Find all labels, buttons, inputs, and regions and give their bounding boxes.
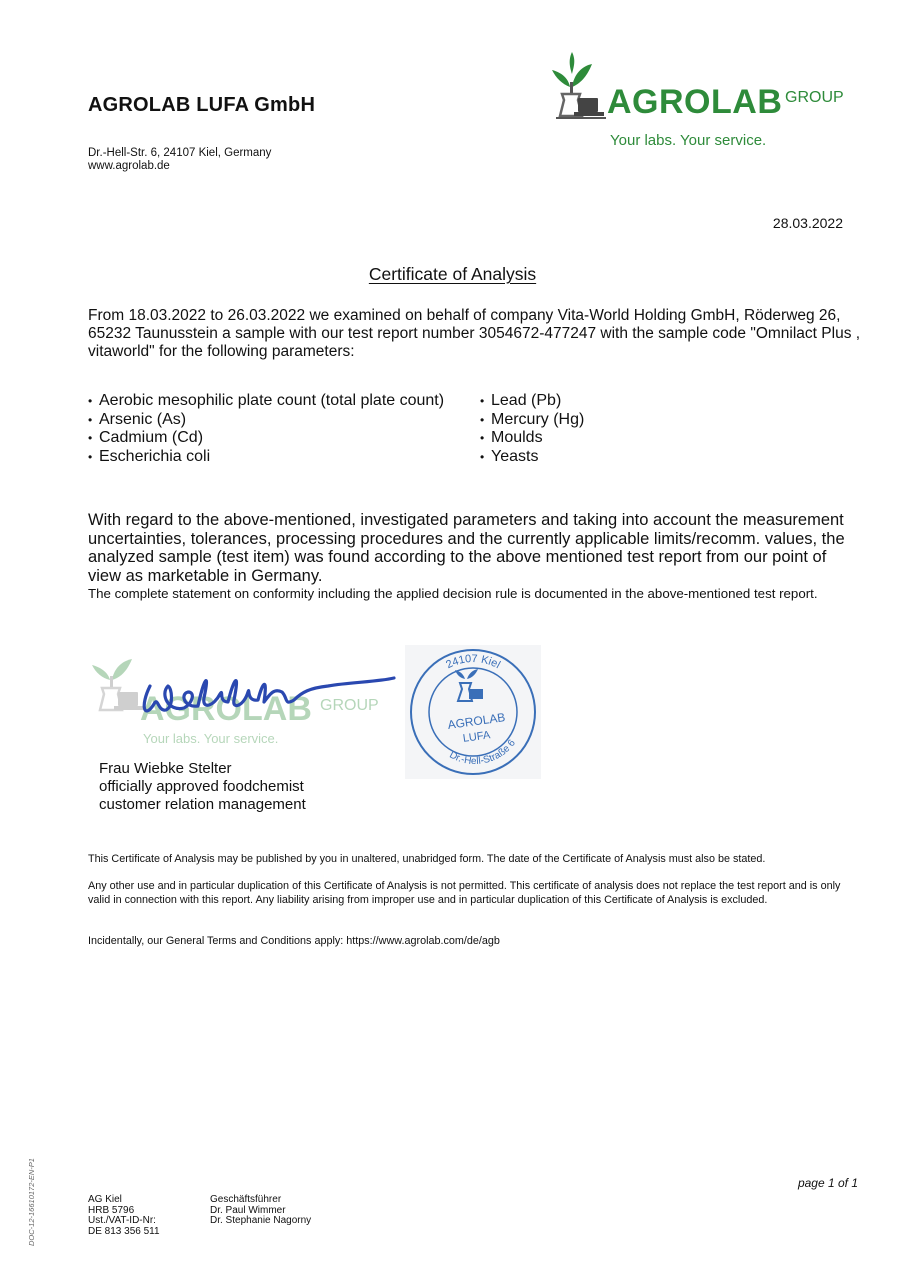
list-item: • Lead (Pb) bbox=[480, 392, 680, 411]
signature-logo-tagline: Your labs. Your service. bbox=[143, 731, 279, 746]
parameter-list-left bbox=[88, 392, 448, 466]
parameter-list-right bbox=[480, 392, 680, 466]
signature-logo-group: GROUP bbox=[320, 697, 379, 714]
list-item: • Cadmium (Cd) bbox=[88, 429, 448, 448]
list-item: • Aerobic mesophilic plate count (total plate count) bbox=[88, 392, 448, 411]
signature-image bbox=[88, 648, 398, 748]
document-code-text: DOC-12-16610172-EN-P1 bbox=[27, 1158, 36, 1246]
page-number: page 1 of 1 bbox=[797, 1176, 858, 1190]
publication-note: This Certificate of Analysis may be published by you in unaltered, unabridged form. The date of the Certificate of Analysis must also be stated. bbox=[88, 853, 766, 865]
usage-note: Any other use and in particular duplication of this Certificate of Analysis is not permitted. This certificate of analysis does not replace the test report and is only valid in connection with this report. Any liability arising from improper use and in particular duplication of this Certificate of Analysis is excluded. bbox=[88, 880, 841, 906]
footer-line: AG Kiel bbox=[88, 1194, 122, 1205]
list-item: • Arsenic (As) bbox=[88, 411, 448, 430]
document-code bbox=[22, 1150, 38, 1250]
footer-line: Ust./VAT-ID-Nr: bbox=[88, 1215, 156, 1226]
conformity-statement: With regard to the above-mentioned, investigated parameters and taking into account the measurement uncertainties, tolerances, processing procedures and the currently applicable limits/recomm. values, the analyzed sample (test item) was found according to the above mentioned test report from our point of view as marketable in Germany. bbox=[88, 511, 845, 585]
signer-department: customer relation management bbox=[99, 796, 306, 813]
company-website: www.agrolab.de bbox=[88, 160, 170, 172]
footer-registration bbox=[88, 1195, 160, 1237]
signature-logo-wordmark: AGROLAB bbox=[140, 690, 312, 728]
company-address: Dr.-Hell-Str. 6, 24107 Kiel, Germany bbox=[88, 147, 272, 159]
footer-line: DE 813 356 511 bbox=[88, 1225, 160, 1237]
footer-line: Dr. Paul Wimmer bbox=[210, 1204, 286, 1216]
footer-line: Geschäftsführer bbox=[210, 1194, 282, 1205]
footer-line: HRB 5796 bbox=[88, 1204, 135, 1216]
footer-management bbox=[210, 1195, 311, 1227]
logo-group: GROUP bbox=[785, 89, 844, 106]
signer-name: Frau Wiebke Stelter bbox=[99, 760, 232, 777]
conformity-note: The complete statement on conformity including the applied decision rule is documented in the above-mentioned test report. bbox=[88, 586, 818, 601]
list-item: • Mercury (Hg) bbox=[480, 411, 680, 430]
stamp-bottom-text: Dr.-Hell-Straße 6 bbox=[447, 737, 518, 768]
stamp-line2: LUFA bbox=[462, 729, 492, 745]
stamp-top-text: 24107 Kiel bbox=[444, 652, 503, 672]
footer-line: Dr. Stephanie Nagorny bbox=[210, 1215, 312, 1226]
certificate-date: 28.03.2022 bbox=[772, 215, 843, 231]
page-title bbox=[0, 264, 905, 285]
intro-paragraph: From 18.03.2022 to 26.03.2022 we examined on behalf of company Vita-World Holding GmbH, Röderweg 26, 65232 Taunusstein a sample with our test report number 3054672-477247 with the sample code "Omnilact Plus , vitaworld" for the following parameters: bbox=[88, 307, 861, 360]
list-item: • Escherichia coli bbox=[88, 448, 448, 467]
title-text: Certificate of Analysis bbox=[368, 264, 537, 284]
stamp-line1: AGROLAB bbox=[446, 710, 507, 733]
list-item: • Yeasts bbox=[480, 448, 680, 467]
logo-tagline: Your labs. Your service. bbox=[610, 132, 767, 149]
company-stamp bbox=[405, 645, 541, 779]
company-name: AGROLAB LUFA GmbH bbox=[88, 94, 316, 116]
logo-wordmark: AGROLAB bbox=[607, 83, 783, 121]
list-item: • Moulds bbox=[480, 429, 680, 448]
terms-note: Incidentally, our General Terms and Conditions apply: https://www.agrolab.com/de/agb bbox=[88, 935, 500, 947]
signer-block bbox=[99, 760, 306, 814]
signer-role: officially approved foodchemist bbox=[99, 778, 304, 795]
